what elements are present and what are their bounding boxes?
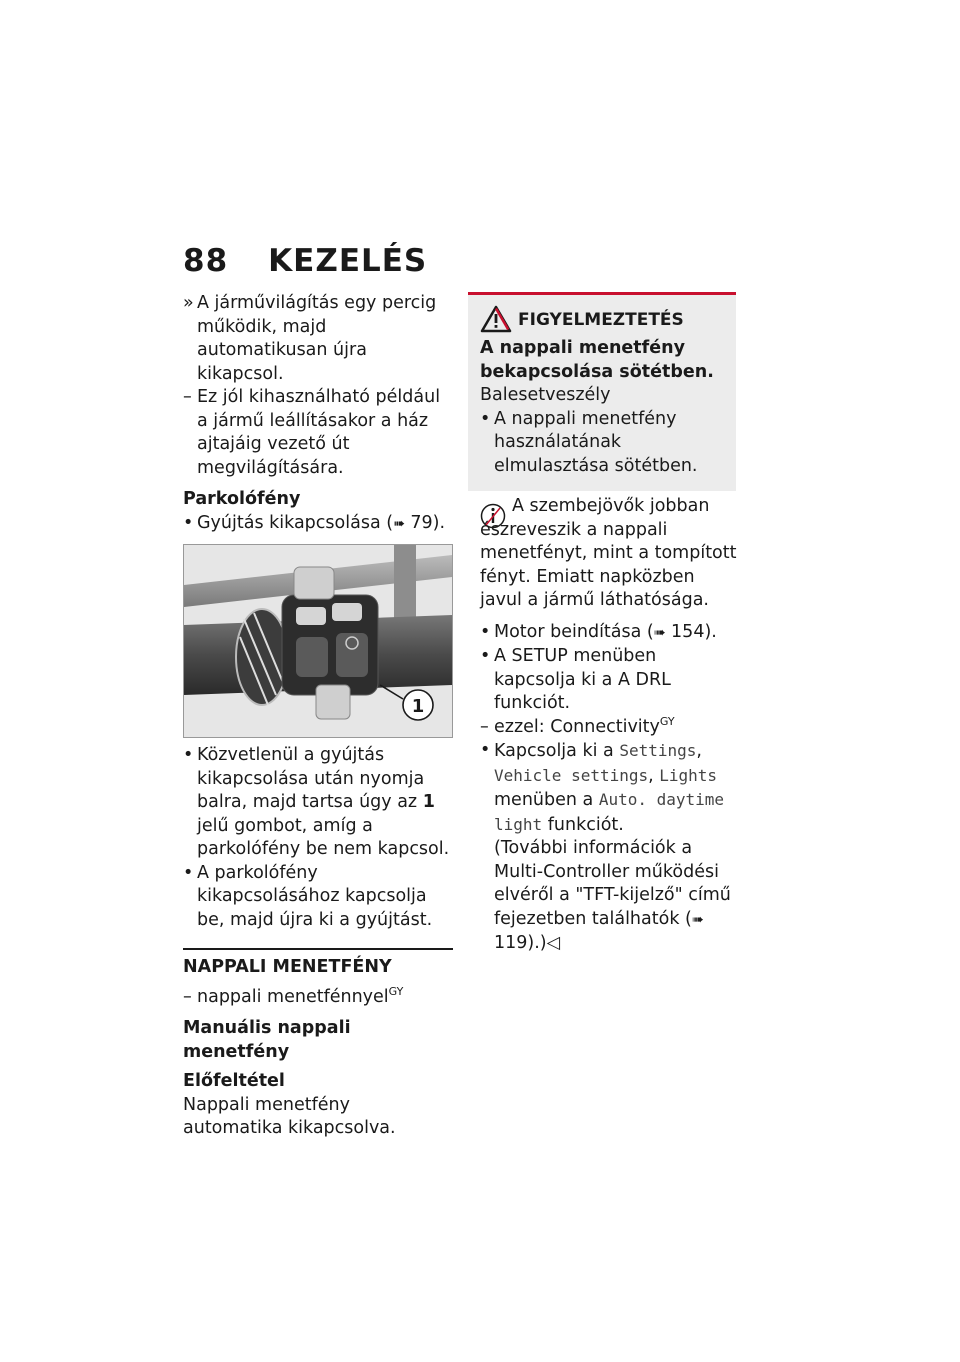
warning-box [468, 292, 736, 491]
menu-lights: Lights [659, 765, 718, 785]
drl-equipment-note: – nappali menetfénnyel$^{GY}$ [183, 986, 453, 1010]
bullet-icon: • [183, 512, 194, 533]
handlebar-switch-illustration [184, 545, 452, 737]
page-header [183, 243, 427, 279]
left-column [183, 292, 453, 1141]
chapter-title: KEZELÉS [268, 243, 428, 279]
page-reference-arrow-icon: ➠ [393, 515, 405, 532]
dash-marker-icon: – [183, 986, 192, 1007]
manual-drl-title: Manuális nappali menetfény [183, 1018, 351, 1062]
warning-triangle-icon [480, 305, 512, 333]
warning-heading: A nappali menetfény bekapcsolása sötétben. [480, 338, 714, 382]
warning-header [480, 309, 724, 337]
bullet-icon: • [480, 621, 491, 642]
warning-title: FIGYELMEZTETÉS [518, 310, 684, 330]
info-paragraph: A szembejövők jobban észreveszik a nappali menetfényt, mint a tompított fényt. Emiatt napközben javul a jármű láthatósága. [480, 496, 737, 610]
end-of-section-icon: ◁ [546, 933, 561, 953]
dash-marker-icon: – [183, 387, 192, 407]
menu-vehicle-settings: Vehicle settings [494, 765, 649, 785]
step-press-button: • Közvetlenül a gyújtás kikapcsolása után nyomja balra, majd tartsa úgy az 1 jelű gombot, amíg a parkolófény be nem kapcsol. [183, 745, 450, 859]
drl-section-title: NAPPALI MENETFÉNY [183, 948, 453, 980]
more-info-reference: (További információk a Multi-Controller működési elvéről a "TFT-kijelző" című fejezetben találhatók (➠ 119).)◁ [494, 838, 731, 953]
right-column [480, 495, 740, 956]
dash-marker-icon: – [480, 716, 489, 737]
bullet-icon: • [183, 862, 194, 883]
step-settings-menu: • Kapcsolja ki a Settings, Vehicle settings, Lights menüben a Auto. daytime light funkciót. (További információk a Multi-Controller működési elvéről a "TFT-kijelző" című fejezetben találhatók (➠ 119).)◁ [480, 739, 740, 956]
parking-light-title: Parkolófény [183, 489, 301, 509]
page-reference-arrow-icon: ➠ [691, 911, 704, 928]
photo-callout-1: 1 [411, 696, 425, 717]
bullet-icon: • [480, 740, 491, 760]
prerequisite-title: Előfeltétel [183, 1071, 285, 1091]
step-parking-off: • A parkolófény kikapcsolásához kapcsolja be, majd újra ki a gyújtást. [183, 862, 433, 930]
page-number: 88 [183, 243, 229, 279]
handlebar-switch-photo [183, 544, 453, 738]
step-ignition-off: • Gyújtás kikapcsolása (➠ 79). [183, 512, 453, 537]
warning-risk: Balesetveszély [480, 385, 611, 405]
bullet-icon: • [183, 745, 194, 765]
result-marker-icon: » [183, 293, 194, 313]
page-reference-arrow-icon: ➠ [653, 624, 666, 641]
warning-bullet: • A nappali menetfény használatának elmulasztása sötétben. [480, 408, 698, 476]
step-engine-start: • Motor beindítása (➠ 154). [480, 621, 740, 646]
step-setup-menu: • A SETUP menüben kapcsolja ki a A DRL funkciót. [480, 646, 671, 713]
bullet-icon: • [480, 408, 491, 429]
menu-auto-daytime-light: Auto. daytime light [494, 790, 725, 834]
bullet-icon: • [480, 646, 491, 666]
note-item: – Ez jól kihasználható például a jármű leállításakor a ház ajtajáig vezető út megvilágítására. [183, 387, 441, 478]
menu-settings: Settings [619, 741, 697, 760]
prerequisite-text: Nappali menetfény automatika kikapcsolva. [183, 1094, 396, 1138]
result-item: » A járművilágítás egy percig működik, majd automatikusan újra kikapcsol. [183, 293, 437, 384]
connectivity-note: – ezzel: Connectivity$^{GY}$ [480, 716, 740, 740]
